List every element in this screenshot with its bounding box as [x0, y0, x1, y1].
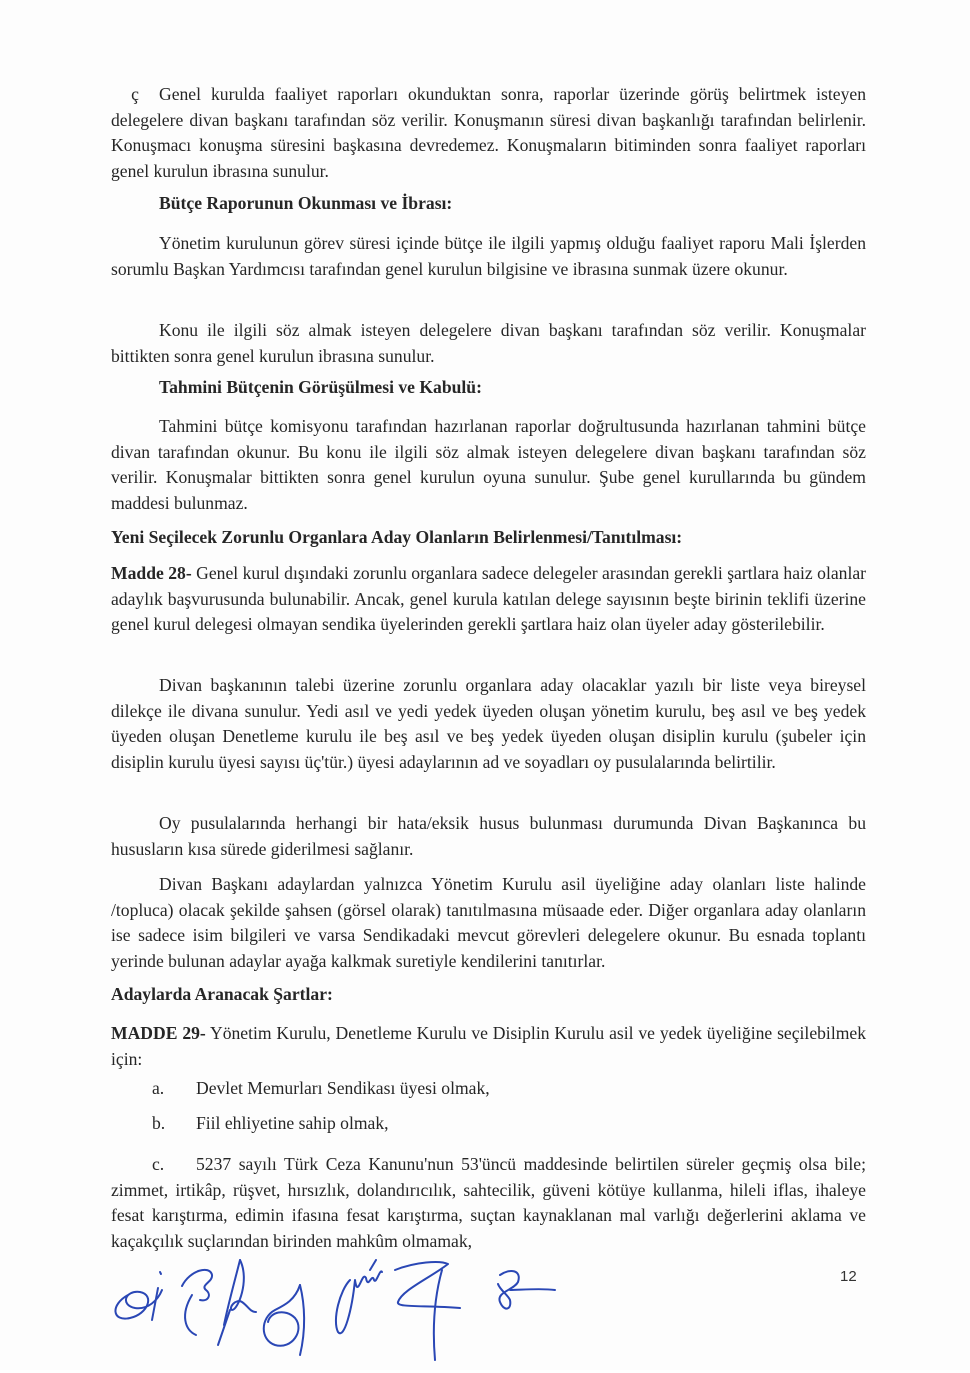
article-label: Madde 28- [111, 563, 192, 583]
paragraph-butce-2 [111, 318, 866, 369]
paragraph-text: Yönetim kurulunun görev süresi içinde bütçe ile ilgili yapmış olduğu faaliyet raporu Mali İşlerden sorumlu Başkan Yardımcısı tarafından genel kurulun bilgisine ve ibrasına sunmak üzere okunur. [111, 233, 866, 279]
paragraph-text: Divan Başkanı adaylardan yalnızca Yönetim Kurulu asil üyeliğine aday olanları liste halinde /topluca) olacak şekilde şahsen (görsel olarak) tanıtılmasına müsaade eder. Diğer organlara aday olanların ise sadece isim bilgileri ve varsa Sendikadaki mevcut görevleri delegelere okunur. Bu esnada toplantı yerinde bulunan adaylar ayağa kalkmak suretiyle kendilerini tanıtırlar. [111, 874, 866, 971]
list-text: Devlet Memurları Sendikası üyesi olmak, [196, 1078, 490, 1098]
article-text: Genel kurul dışındaki zorunlu organlara sadece delegeler arasından gerekli şartlara haiz olanlar adaylık başvurusunda bulunabilir. Ancak, genel kurula katılan delege sayısının beşte birinin teklifi üzerine genel kurul delegesi olmayan sendika üyelerinden gerekli şartlara haiz olan üyeler aday gösterilebilir. [111, 563, 866, 635]
paragraph-text: Konu ile ilgili söz almak isteyen delegelere divan başkanı tarafından söz verilir. Konuşmalar bittikten sonra genel kurulun ibrasına sunulur. [111, 320, 866, 366]
paragraph-tahmini [111, 414, 866, 516]
list-item-b [152, 1111, 866, 1137]
signature-4 [264, 1285, 304, 1355]
article-label: MADDE 29- [111, 1023, 206, 1043]
heading-tahmini-butce: Tahmini Bütçenin Görüşülmesi ve Kabulü: [159, 377, 482, 397]
paragraph-divan-1 [111, 673, 866, 775]
signatures [100, 1250, 660, 1365]
article-29 [111, 1021, 866, 1072]
signature-5 [336, 1260, 382, 1333]
list-marker: c. [152, 1154, 165, 1174]
list-text: 5237 sayılı Türk Ceza Kanunu'nun 53'üncü maddesinde belirtilen süreler geçmiş olsa bile; zimmet, irtikâp, rüşvet, hırsızlık, dolandırıcılık, sahtecilik, güveni kötüye kullanma, hileli iflas, ihaleye fesat karıştırma, edimin ifasına fesat karıştırma, suçtan kaynaklanan mal varlığı değerlerini aklama ve kaçakçılık suçlarından birinden mahkûm olmamak, [111, 1154, 866, 1251]
heading-aranacak-sartlar: Adaylarda Aranacak Şartlar: [111, 984, 333, 1004]
paragraph-text: Genel kurulda faaliyet raporları okunduktan sonra, raporlar üzerinde görüş belirtmek isteyen delegelere divan başkanı tarafından söz verilir. Konuşmanın süresi divan başkanlığı tarafından belirlenir. Konuşmacı konuşma süresini başkasına devredemez. Konuşmaların bitiminden sonra faaliyet raporları genel kurulun ibrasına sunulur. [111, 84, 866, 181]
list-marker: a. [152, 1078, 165, 1098]
signature-3 [218, 1260, 256, 1345]
signature-1 [115, 1272, 162, 1320]
paragraph-text: Divan başkanının talebi üzerine zorunlu organlara aday olacaklar yazılı bir liste veya bireysel dilekçe ile divana sunulur. Yedi asıl ve yedi yedek üyeden oluşan yönetim kurulu, beş asıl ve beş yedek üyeden oluşan Denetleme kurulu ile beş asıl ve beş yedek üyeden oluşan disiplin kurulu (şubeler için disiplin kurulu üyesi sayısı üç'tür.) üyesi adaylarının ad ve soyadları oy pusulalarında belirtilir. [111, 675, 866, 772]
signature-7 [498, 1271, 555, 1309]
paragraph-divan-2 [111, 872, 866, 974]
list-text: Fiil ehliyetine sahip olmak, [196, 1113, 389, 1133]
signature-6 [395, 1262, 460, 1360]
article-28 [111, 561, 866, 638]
page-number: 12 [840, 1268, 857, 1285]
signature-2 [182, 1270, 212, 1335]
paragraph-c [111, 82, 866, 184]
list-item-a [152, 1076, 866, 1102]
paragraph-text: Tahmini bütçe komisyonu tarafından hazırlanan raporlar doğrultusunda hazırlanan tahmini bütçe divan tarafından okunur. Bu konu ile ilgili söz almak isteyen delegelere divan başkanı tarafından söz verilir. Konuşmalar bittikten sonra genel kurulun oyuna sunulur. Şube genel kurullarında bu gündem maddesi bulunmaz. [111, 416, 866, 513]
heading-yeni-secilecek: Yeni Seçilecek Zorunlu Organlara Aday Olanların Belirlenmesi/Tanıtılması: [111, 527, 683, 547]
heading-butce-raporu: Bütçe Raporunun Okunması ve İbrası: [159, 193, 453, 213]
list-item-c [111, 1152, 866, 1254]
paragraph-text: Oy pusulalarında herhangi bir hata/eksik husus bulunması durumunda Divan Başkanınca bu hususların kısa sürede giderilmesi sağlanır. [111, 813, 866, 859]
paragraph-butce-1 [111, 231, 866, 282]
paragraph-oy-pusulalari [111, 811, 866, 862]
list-marker: b. [152, 1113, 166, 1133]
list-marker: ç [131, 84, 139, 104]
article-text: Yönetim Kurulu, Denetleme Kurulu ve Disiplin Kurulu asil ve yedek üyeliğine seçilebilmek için: [111, 1023, 866, 1069]
